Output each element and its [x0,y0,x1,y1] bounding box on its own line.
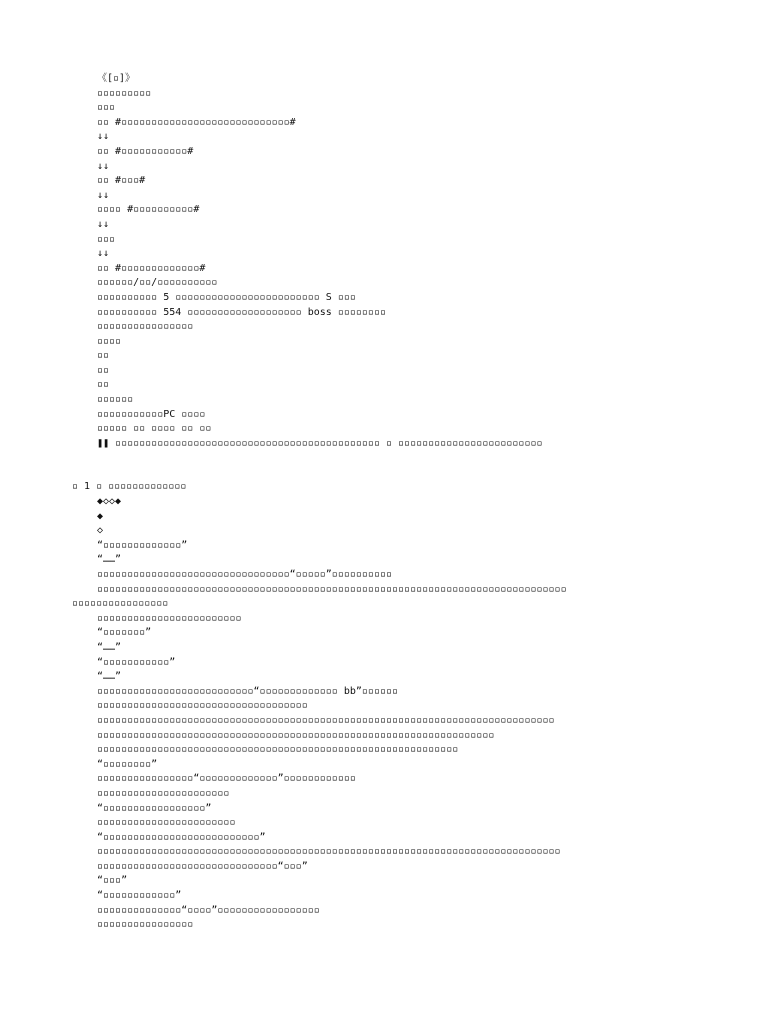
header-line: ▫▫▫▫▫▫▫▫▫▫ 554 ▫▫▫▫▫▫▫▫▫▫▫▫▫▫▫▫▫▫▫ boss ▫▫▫▫▫▫▫▫ [97,306,386,318]
body-line: “▫▫▫▫▫▫▫▫▫▫▫▫▫▫▫▫▫” [97,802,212,814]
body-line: ▫▫▫▫▫▫▫▫▫▫▫▫▫▫▫▫▫▫▫▫▫▫▫▫▫▫▫▫▫▫▫▫▫▫▫▫▫▫▫▫▫▫▫▫▫▫▫▫▫▫▫▫▫▫▫▫▫▫▫▫▫▫▫▫▫▫▫▫▫▫▫▫▫▫▫▫▫▫ [97,583,567,595]
body-line: ▫▫▫▫▫▫▫▫▫▫▫▫▫▫▫▫▫▫▫▫▫▫ [97,787,230,799]
header-line: ▫▫ [97,350,110,362]
body-line: ▫▫▫▫▫▫▫▫▫▫▫▫▫▫▫▫▫▫▫▫▫▫▫▫▫▫▫▫▫▫▫▫▫▫▫▫▫▫▫▫▫▫▫▫▫▫▫▫▫▫▫▫▫▫▫▫▫▫▫▫▫▫▫▫▫▫ [97,729,495,741]
body-line: ▫▫▫▫▫▫▫▫▫▫▫▫▫▫▫▫▫▫▫▫▫▫▫ [97,817,236,829]
header-line: ↓↓ [97,131,110,143]
header-line: ▫▫ [97,364,110,376]
header-line: ▫▫▫▫▫▫ [97,394,134,406]
body-line: ▫▫▫▫▫▫▫▫▫▫▫▫▫▫▫▫▫▫▫▫▫▫▫▫▫▫▫▫▫▫▫▫▫▫▫▫▫▫▫▫▫▫▫▫▫▫▫▫▫▫▫▫▫▫▫▫▫▫▫▫ [97,744,459,756]
body-line: ▫▫▫▫▫▫▫▫▫▫▫▫▫▫▫▫▫▫▫▫▫▫▫▫▫▫▫▫▫▫▫▫▫▫▫▫▫▫▫▫▫▫▫▫▫▫▫▫▫▫▫▫▫▫▫▫▫▫▫▫▫▫▫▫▫▫▫▫▫▫▫▫▫▫▫▫ [97,714,555,726]
body-line: ▫▫▫▫▫▫▫▫▫▫▫▫▫▫▫▫▫▫▫▫▫▫▫▫▫▫“▫▫▫▫▫▫▫▫▫▫▫▫▫ bb”▫▫▫▫▫▫ [97,685,399,697]
body-line: ▫▫▫▫▫▫▫▫▫▫▫▫▫▫▫▫▫▫▫▫▫▫▫▫▫▫▫▫▫▫▫▫▫▫▫▫▫▫▫▫▫▫▫▫▫▫▫▫▫▫▫▫▫▫▫▫▫▫▫▫▫▫▫▫▫▫▫▫▫▫▫▫▫▫▫▫▫ [97,846,561,858]
header-line: ▫▫▫▫▫▫▫▫▫▫ 5 ▫▫▫▫▫▫▫▫▫▫▫▫▫▫▫▫▫▫▫▫▫▫▫▫ S ▫▫▫ [97,291,356,303]
header-line: ▫▫ [97,379,110,391]
header-line: ▫▫▫ [97,233,116,245]
header-line: ↓↓ [97,189,110,201]
header-line: ▫▫▫▫ [97,335,122,347]
body-line: “▫▫▫” [97,875,128,887]
body-line: “▫▫▫▫▫▫▫▫▫▫▫▫” [97,890,182,902]
body-line: ▫▫▫▫▫▫▫▫▫▫▫▫▫▫▫▫▫▫▫▫▫▫▫▫▫▫▫▫▫▫▫▫“▫▫▫▫▫”▫▫▫▫▫▫▫▫▫▫ [97,569,393,580]
body-line: “……” [97,671,122,683]
body-line: “▫▫▫▫▫▫▫▫▫▫▫▫▫” [97,539,188,551]
header-line: ↓↓ [97,218,110,230]
header-line: ▫▫▫▫ #▫▫▫▫▫▫▫▫▫▫# [97,204,200,216]
body-line: ▫▫▫▫▫▫▫▫▫▫▫▫▫▫▫▫▫▫▫▫▫▫▫▫ [97,612,242,624]
header-line: ▫▫ #▫▫▫▫▫▫▫▫▫▫▫▫▫▫▫▫▫▫▫▫▫▫▫▫▫▫▫▫# [97,116,296,128]
body-line: ◆◇◇◆ [97,496,122,508]
body-line: “……” [97,641,122,653]
header-line: ▫▫▫ [97,102,116,114]
header-line: ▫▫▫▫▫▫▫▫▫▫▫PC ▫▫▫▫ [97,408,206,420]
header-line: ↓↓ [97,248,110,260]
body-line: ◆ [97,510,104,522]
body-line: ▫▫▫▫▫▫▫▫▫▫▫▫▫▫▫▫ [97,919,194,931]
header-line: 《[▫]》 [97,73,136,84]
body-line: “▫▫▫▫▫▫▫” [97,627,152,639]
body-line: ▫▫▫▫▫▫▫▫▫▫▫▫▫▫▫▫▫▫▫▫▫▫▫▫▫▫▫▫▫▫▫▫▫▫▫ [97,700,308,712]
body-line: ◇ [97,525,104,537]
header-line: ▫▫ #▫▫▫▫▫▫▫▫▫▫▫▫▫# [97,262,206,274]
body-line: “▫▫▫▫▫▫▫▫▫▫▫” [97,656,176,668]
header-line: ▫▫▫▫▫▫▫▫▫▫▫▫▫▫▫▫ [97,321,194,333]
body-line: ▫▫▫▫▫▫▫▫▫▫▫▫▫▫“▫▫▫▫”▫▫▫▫▫▫▫▫▫▫▫▫▫▫▫▫▫ [97,904,320,916]
header-line: ▫▫▫▫▫▫▫▫▫ [97,87,152,99]
header-line: ▫▫ #▫▫▫▫▫▫▫▫▫▫▫# [97,145,194,157]
header-line: ▫▫▫▫▫ ▫▫ ▫▫▫▫ ▫▫ ▫▫ [97,423,212,435]
header-line: ↓↓ [97,160,110,172]
header-line: ▫▫ #▫▫▫# [97,175,146,187]
body-line: “▫▫▫▫▫▫▫▫▫▫▫▫▫▫▫▫▫▫▫▫▫▫▫▫▫▫” [97,831,266,843]
body-line: ▫▫▫▫▫▫▫▫▫▫▫▫▫▫▫▫ [72,598,169,610]
chapter-heading: ▫ 1 ▫ ▫▫▫▫▫▫▫▫▫▫▫▫▫ [72,481,187,493]
header-line: ▫▫▫▫▫▫/▫▫/▫▫▫▫▫▫▫▫▫▫ [97,277,218,289]
header-block [0,72,768,451]
body-line: ▫▫▫▫▫▫▫▫▫▫▫▫▫▫▫▫▫▫▫▫▫▫▫▫▫▫▫▫▫▫“▫▫▫” [97,860,308,872]
body-line: “▫▫▫▫▫▫▫▫” [97,758,158,770]
header-line: ❚❚ ▫▫▫▫▫▫▫▫▫▫▫▫▫▫▫▫▫▫▫▫▫▫▫▫▫▫▫▫▫▫▫▫▫▫▫▫▫▫▫▫▫▫▫▫ ▫ ▫▫▫▫▫▫▫▫▫▫▫▫▫▫▫▫▫▫▫▫▫▫▫▫ [97,437,543,449]
body-line: “……” [97,554,122,566]
chapter-body [0,495,768,933]
body-line: ▫▫▫▫▫▫▫▫▫▫▫▫▫▫▫▫“▫▫▫▫▫▫▫▫▫▫▫▫▫”▫▫▫▫▫▫▫▫▫▫▫▫ [97,773,356,785]
section-gap [0,451,768,480]
